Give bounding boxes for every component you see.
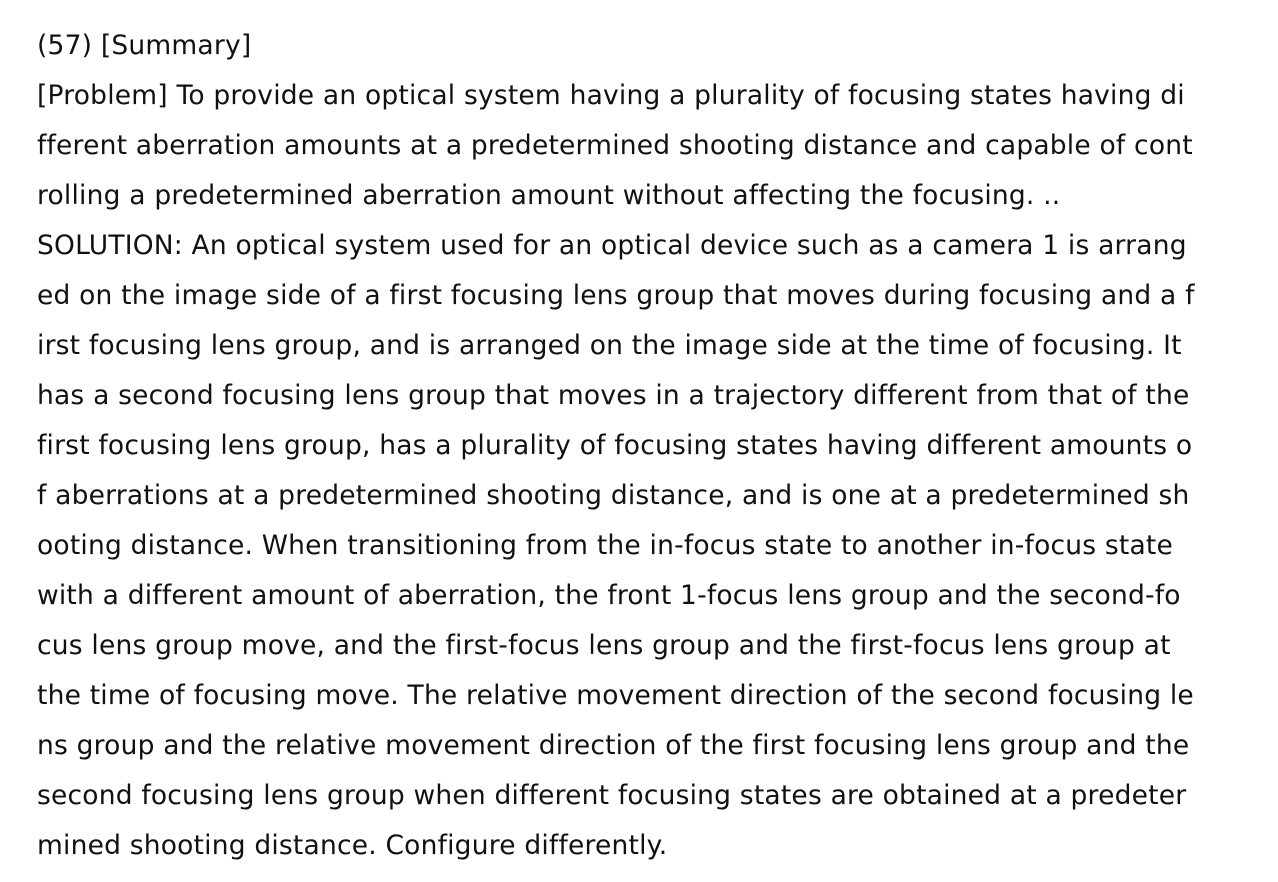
abstract-document [37, 21, 1267, 871]
abstract-line: rolling a predetermined aberration amount without affecting the focusing. .. [37, 180, 1061, 211]
abstract-line: the time of focusing move. The relative movement direction of the second focusing le [37, 680, 1194, 711]
abstract-line: [Problem] To provide an optical system having a plurality of focusing states having di [37, 80, 1185, 111]
abstract-line: first focusing lens group, has a plurality of focusing states having different amounts o [37, 430, 1193, 461]
abstract-line: ooting distance. When transitioning from the in-focus state to another in-focus state [37, 530, 1174, 561]
abstract-line: mined shooting distance. Configure differently. [37, 830, 668, 861]
abstract-line: with a different amount of aberration, the front 1-focus lens group and the second-fo [37, 580, 1181, 611]
summary-heading: (57) [Summary] [37, 30, 252, 61]
abstract-line: second focusing lens group when different focusing states are obtained at a predeter [37, 780, 1187, 811]
abstract-line: cus lens group move, and the first-focus lens group and the first-focus lens group at [37, 630, 1171, 661]
abstract-line: f aberrations at a predetermined shooting distance, and is one at a predetermined sh [37, 480, 1190, 511]
abstract-line: has a second focusing lens group that moves in a trajectory different from that of the [37, 380, 1190, 411]
abstract-line: SOLUTION: An optical system used for an optical device such as a camera 1 is arrang [37, 230, 1187, 261]
abstract-line: fferent aberration amounts at a predetermined shooting distance and capable of cont [37, 130, 1193, 161]
abstract-line: irst focusing lens group, and is arranged on the image side at the time of focusing. It [37, 330, 1182, 361]
abstract-line: ed on the image side of a first focusing lens group that moves during focusing and a f [37, 280, 1195, 311]
abstract-line: ns group and the relative movement direction of the first focusing lens group and the [37, 730, 1190, 761]
